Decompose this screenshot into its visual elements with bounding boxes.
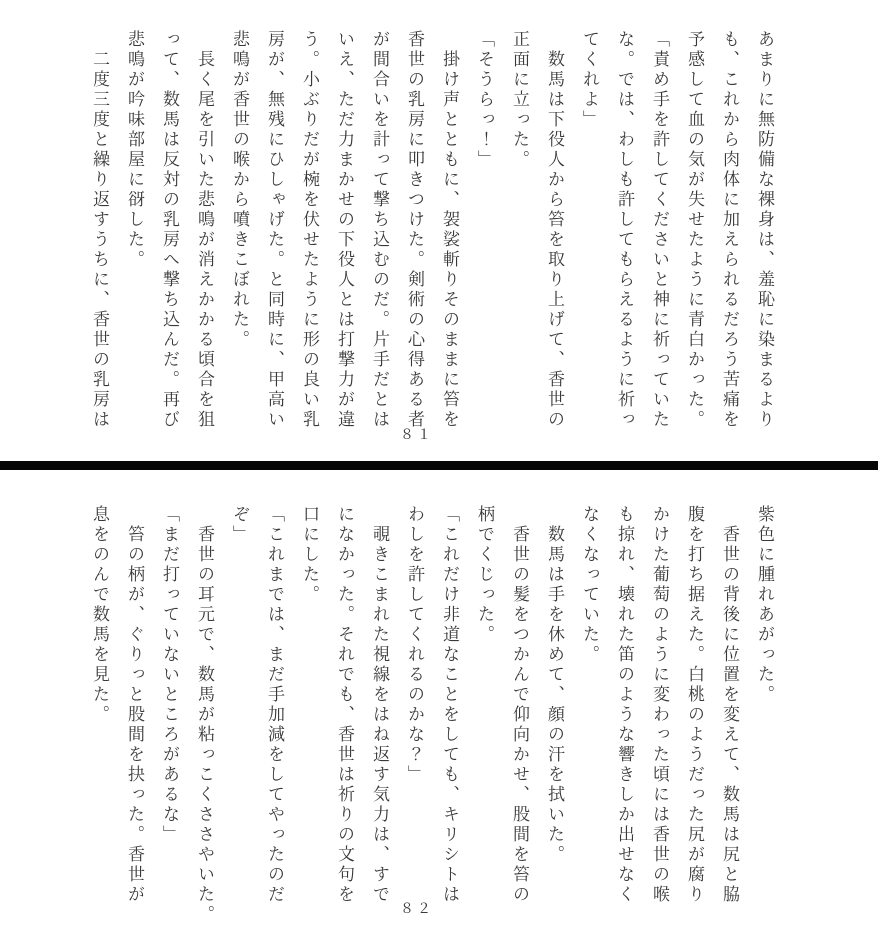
page-81-text-block — [68, 30, 782, 464]
text-column: な。では、わしも許してもらえるように祈っ — [615, 30, 634, 430]
text-column: 柄でくじった。 — [475, 505, 494, 645]
text-column: 数馬は手を休めて、顔の汗を拭いた。 — [545, 505, 564, 865]
page-82-text-block — [68, 505, 782, 939]
text-column: 紫色に腫れあがった。 — [755, 505, 774, 705]
text-column: ぞ」 — [230, 505, 249, 545]
text-column: 悲鳴が香世の喉から噴きこぼれた。 — [230, 30, 249, 350]
text-column: 口にした。 — [300, 505, 319, 605]
page-number-81: ８１ — [400, 428, 434, 443]
text-column: も、これから肉体に加えられるだろう苦痛を — [720, 30, 739, 430]
text-column: 悲鳴が吟味部屋に谺した。 — [125, 30, 144, 270]
text-column: 腹を打ち据えた。白桃のようだった尻が腐り — [685, 505, 704, 905]
text-column: 「まだ打っていないところがあるな」 — [160, 505, 179, 845]
text-column: が間合いを計って撃ち込むのだ。片手だとは — [370, 30, 389, 430]
page-number-82: ８２ — [400, 902, 434, 917]
text-column: てくれよ」 — [580, 30, 599, 130]
text-column: いえ、ただ力まかせの下役人とは打撃力が違 — [335, 30, 354, 430]
text-column: 香世の背後に位置を変えて、数馬は尻と脇 — [720, 505, 739, 905]
text-column: 覗きこまれた視線をはね返す気力は、すで — [370, 505, 389, 905]
page-82 — [0, 470, 878, 950]
text-column: 香世の髪をつかんで仰向かせ、股間を笞の — [510, 505, 529, 905]
page-divider-rule — [0, 461, 878, 470]
text-column: になかった。それでも、香世は祈りの文句を — [335, 505, 354, 905]
text-column: 「責め手を許してくださいと神に祈っていた — [650, 30, 669, 430]
text-column: 二度三度と繰り返すうちに、香世の乳房は — [90, 30, 109, 430]
text-column: も掠れ、壊れた笛のような響きしか出せなく — [615, 505, 634, 905]
text-column: あまりに無防備な裸身は、羞恥に染まるより — [755, 30, 774, 430]
text-column: 房が、無残にひしゃげた。と同時に、甲高い — [265, 30, 284, 430]
text-column: 香世の耳元で、数馬が粘っこくささやいた。 — [195, 505, 214, 925]
text-column: わしを許してくれるのかな？」 — [405, 505, 424, 785]
text-column: かけた葡萄のように変わった頃には香世の喉 — [650, 505, 669, 905]
page-81 — [0, 0, 878, 461]
text-column: 掛け声とともに、袈裟斬りそのままに笞を — [440, 30, 459, 430]
text-column: なくなっていた。 — [580, 505, 599, 665]
text-column: って、数馬は反対の乳房へ撃ち込んだ。再び — [160, 30, 179, 430]
text-column: 「これだけ非道なことをしても、キリシトは — [440, 505, 459, 905]
text-column: 数馬は下役人から笞を取り上げて、香世の — [545, 30, 564, 430]
text-column: 長く尾を引いた悲鳴が消えかかる頃合を狙 — [195, 30, 214, 430]
text-column: 正面に立った。 — [510, 30, 529, 170]
text-column: 香世の乳房に叩きつけた。剣術の心得ある者 — [405, 30, 424, 430]
text-column: う。小ぶりだが椀を伏せたように形の良い乳 — [300, 30, 319, 430]
text-column: 「これまでは、まだ手加減をしてやったのだ — [265, 505, 284, 905]
text-column: 予感して血の気が失せたように青白かった。 — [685, 30, 704, 430]
text-column: 「そうらっ！」 — [475, 30, 494, 170]
text-column: 息をのんで数馬を見た。 — [90, 505, 109, 725]
text-column: 笞の柄が、ぐりっと股間を抉った。香世が — [125, 505, 144, 905]
